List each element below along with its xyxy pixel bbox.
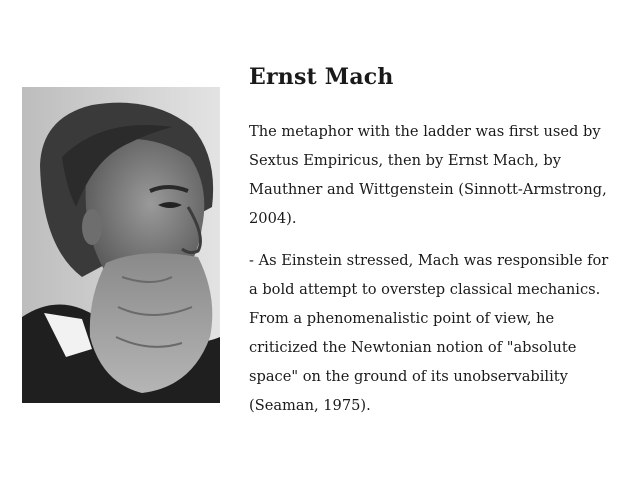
text-line: The metaphor with the ladder was first used by <box>249 123 601 140</box>
text-line: From a phenomenalistic point of view, he <box>249 310 555 327</box>
text-line: Sextus Empiricus, then by Ernst Mach, by <box>249 152 562 169</box>
text-line: (Seaman, 1975). <box>249 397 371 414</box>
slide-title: Ernst Mach <box>249 64 394 90</box>
text-line: - As Einstein stressed, Mach was responsible for <box>249 252 609 269</box>
paragraph-ladder-metaphor <box>249 117 621 233</box>
text-line: a bold attempt to overstep classical mechanics. <box>249 281 601 298</box>
portrait-photo <box>22 87 220 403</box>
text-line: Mauthner and Wittgenstein (Sinnott-Armstrong, <box>249 181 607 198</box>
text-line: 2004). <box>249 210 297 227</box>
paragraph-einstein-mach <box>249 246 621 420</box>
text-line: criticized the Newtonian notion of "absolute <box>249 339 577 356</box>
text-line: space" on the ground of its unobservability <box>249 368 568 385</box>
